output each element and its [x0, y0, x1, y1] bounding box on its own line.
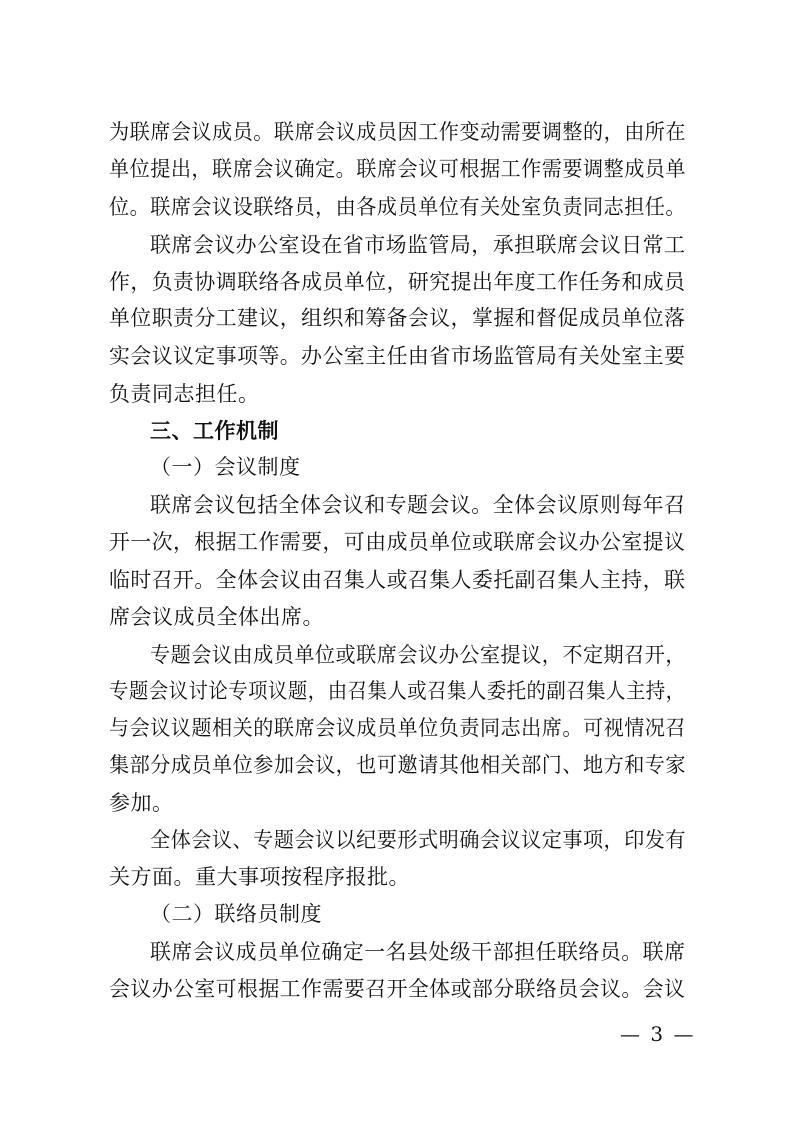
- text-line: 全体会议、专题会议以纪要形式明确会议议定事项，印发有: [150, 828, 687, 852]
- text-line: 专题会议讨论专项议题，由召集人或召集人委托的副召集人主持，: [109, 679, 686, 703]
- text-line: 会议办公室可根据工作需要召开全体或部分联络员会议。会议: [109, 977, 686, 1001]
- text-line: 联席会议成员单位确定一名县处级干部担任联络员。联席: [150, 940, 686, 964]
- text-line: 负责同志担任。: [109, 382, 260, 406]
- text-line: 集部分成员单位参加会议，也可邀请其他相关部门、地方和专家: [109, 753, 687, 777]
- text-line: 专题会议由成员单位或联席会议办公室提议，不定期召开，: [150, 643, 687, 667]
- text-line: 联席会议包括全体会议和专题会议。全体会议原则每年召: [150, 493, 686, 517]
- text-line: 位。联席会议设联络员，由各成员单位有关处室负责同志担任。: [109, 195, 687, 219]
- text-line: 临时召开。全体会议由召集人或召集人委托副召集人主持，联: [109, 568, 686, 592]
- section-heading: 三、工作机制: [150, 419, 279, 443]
- subsection-heading: （二）联络员制度: [150, 902, 322, 926]
- text-line: 实会议议定事项等。办公室主任由省市场监管局有关处室主要: [109, 344, 686, 368]
- text-line: 席会议成员全体出席。: [109, 605, 324, 629]
- text-line: 参加。: [109, 791, 174, 815]
- text-line: 联席会议办公室设在省市场监管局，承担联席会议日常工: [150, 233, 686, 257]
- page-number: — 3 —: [620, 1022, 696, 1046]
- text-line: 开一次，根据工作需要，可由成员单位或联席会议办公室提议: [109, 530, 686, 554]
- text-line: 与会议议题相关的联席会议成员单位负责同志出席。可视情况召: [109, 716, 687, 740]
- text-line: 单位提出，联席会议确定。联席会议可根据工作需要调整成员单: [109, 157, 687, 181]
- text-line: 关方面。重大事项按程序报批。: [109, 865, 410, 889]
- text-line: 作，负责协调联络各成员单位，研究提出年度工作任务和成员: [109, 270, 686, 294]
- text-line: 为联席会议成员。联席会议成员因工作变动需要调整的，由所在: [109, 120, 687, 144]
- subsection-heading: （一）会议制度: [150, 455, 301, 479]
- text-line: 单位职责分工建议，组织和筹备会议，掌握和督促成员单位落: [109, 306, 686, 330]
